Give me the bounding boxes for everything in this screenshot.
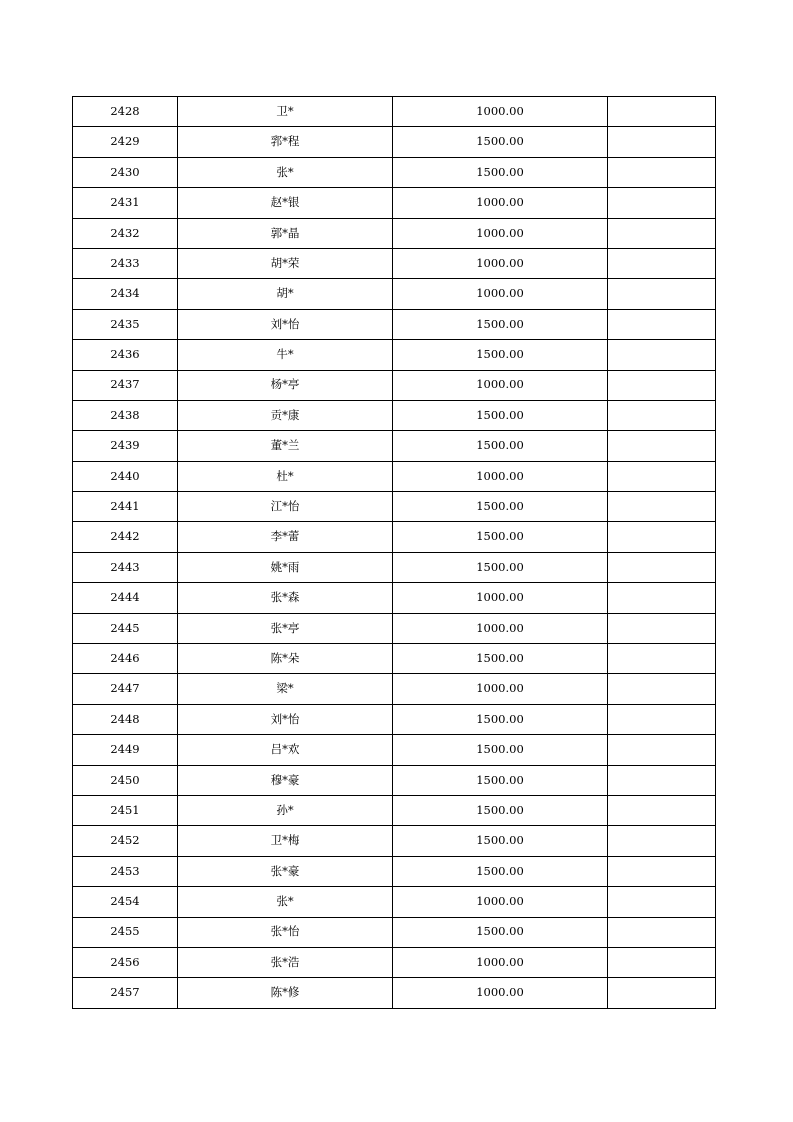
- amount-cell: 1500.00: [393, 856, 608, 886]
- note-cell: [608, 887, 716, 917]
- amount-cell: 1500.00: [393, 552, 608, 582]
- name-cell: 贡*康: [178, 400, 393, 430]
- table-row: [73, 887, 716, 917]
- note-cell: [608, 309, 716, 339]
- row-number-cell: 2449: [73, 735, 178, 765]
- table-row: [73, 613, 716, 643]
- amount-cell: 1500.00: [393, 795, 608, 825]
- row-number-cell: 2444: [73, 583, 178, 613]
- row-number-cell: 2429: [73, 127, 178, 157]
- note-cell: [608, 552, 716, 582]
- row-number-cell: 2441: [73, 492, 178, 522]
- note-cell: [608, 735, 716, 765]
- note-cell: [608, 613, 716, 643]
- amount-cell: 1000.00: [393, 279, 608, 309]
- amount-cell: 1000.00: [393, 248, 608, 278]
- name-cell: 董*兰: [178, 431, 393, 461]
- table-row: [73, 157, 716, 187]
- table-row: [73, 765, 716, 795]
- amount-cell: 1500.00: [393, 704, 608, 734]
- note-cell: [608, 674, 716, 704]
- note-cell: [608, 157, 716, 187]
- name-cell: 郛*程: [178, 127, 393, 157]
- name-cell: 张*森: [178, 583, 393, 613]
- name-cell: 梁*: [178, 674, 393, 704]
- row-number-cell: 2447: [73, 674, 178, 704]
- note-cell: [608, 522, 716, 552]
- note-cell: [608, 279, 716, 309]
- amount-cell: 1500.00: [393, 431, 608, 461]
- note-cell: [608, 218, 716, 248]
- table-row: [73, 947, 716, 977]
- note-cell: [608, 492, 716, 522]
- note-cell: [608, 188, 716, 218]
- row-number-cell: 2435: [73, 309, 178, 339]
- name-cell: 卫*: [178, 97, 393, 127]
- table-row: [73, 826, 716, 856]
- table-row: [73, 644, 716, 674]
- table-row: [73, 795, 716, 825]
- row-number-cell: 2453: [73, 856, 178, 886]
- amount-cell: 1000.00: [393, 218, 608, 248]
- note-cell: [608, 248, 716, 278]
- note-cell: [608, 127, 716, 157]
- table-row: [73, 735, 716, 765]
- name-cell: 姚*雨: [178, 552, 393, 582]
- table-body: [73, 97, 716, 1009]
- amount-cell: 1500.00: [393, 492, 608, 522]
- amount-cell: 1000.00: [393, 887, 608, 917]
- row-number-cell: 2451: [73, 795, 178, 825]
- table-row: [73, 674, 716, 704]
- note-cell: [608, 795, 716, 825]
- name-cell: 张*豪: [178, 856, 393, 886]
- amount-cell: 1500.00: [393, 127, 608, 157]
- row-number-cell: 2434: [73, 279, 178, 309]
- table-row: [73, 340, 716, 370]
- amount-cell: 1000.00: [393, 583, 608, 613]
- amount-cell: 1000.00: [393, 97, 608, 127]
- table-row: [73, 461, 716, 491]
- table-row: [73, 370, 716, 400]
- name-cell: 张*浩: [178, 947, 393, 977]
- amount-cell: 1000.00: [393, 188, 608, 218]
- amount-cell: 1500.00: [393, 340, 608, 370]
- row-number-cell: 2436: [73, 340, 178, 370]
- amount-cell: 1500.00: [393, 826, 608, 856]
- table-row: [73, 917, 716, 947]
- table-row: [73, 218, 716, 248]
- table-row: [73, 704, 716, 734]
- amount-cell: 1000.00: [393, 613, 608, 643]
- row-number-cell: 2446: [73, 644, 178, 674]
- table-row: [73, 856, 716, 886]
- name-cell: 张*: [178, 887, 393, 917]
- name-cell: 胡*: [178, 279, 393, 309]
- name-cell: 刘*怡: [178, 309, 393, 339]
- name-cell: 张*亭: [178, 613, 393, 643]
- name-cell: 江*怡: [178, 492, 393, 522]
- row-number-cell: 2448: [73, 704, 178, 734]
- row-number-cell: 2431: [73, 188, 178, 218]
- row-number-cell: 2432: [73, 218, 178, 248]
- row-number-cell: 2428: [73, 97, 178, 127]
- amount-cell: 1500.00: [393, 157, 608, 187]
- name-cell: 杨*亭: [178, 370, 393, 400]
- name-cell: 李*蕾: [178, 522, 393, 552]
- amount-cell: 1500.00: [393, 309, 608, 339]
- table-row: [73, 248, 716, 278]
- row-number-cell: 2455: [73, 917, 178, 947]
- table-row: [73, 431, 716, 461]
- name-cell: 穆*豪: [178, 765, 393, 795]
- note-cell: [608, 400, 716, 430]
- note-cell: [608, 461, 716, 491]
- row-number-cell: 2438: [73, 400, 178, 430]
- name-cell: 刘*怡: [178, 704, 393, 734]
- amount-cell: 1000.00: [393, 978, 608, 1008]
- note-cell: [608, 370, 716, 400]
- note-cell: [608, 917, 716, 947]
- note-cell: [608, 856, 716, 886]
- row-number-cell: 2433: [73, 248, 178, 278]
- row-number-cell: 2442: [73, 522, 178, 552]
- table-row: [73, 279, 716, 309]
- name-cell: 牛*: [178, 340, 393, 370]
- row-number-cell: 2454: [73, 887, 178, 917]
- amount-cell: 1000.00: [393, 947, 608, 977]
- table-row: [73, 127, 716, 157]
- note-cell: [608, 340, 716, 370]
- row-number-cell: 2443: [73, 552, 178, 582]
- amount-cell: 1500.00: [393, 400, 608, 430]
- name-cell: 陈*朵: [178, 644, 393, 674]
- row-number-cell: 2437: [73, 370, 178, 400]
- name-cell: 卫*梅: [178, 826, 393, 856]
- table-row: [73, 188, 716, 218]
- note-cell: [608, 583, 716, 613]
- name-cell: 张*: [178, 157, 393, 187]
- name-cell: 吕*欢: [178, 735, 393, 765]
- row-number-cell: 2456: [73, 947, 178, 977]
- name-cell: 胡*荣: [178, 248, 393, 278]
- table-row: [73, 492, 716, 522]
- name-cell: 赵*银: [178, 188, 393, 218]
- amount-cell: 1500.00: [393, 644, 608, 674]
- payment-table: [72, 96, 716, 1009]
- row-number-cell: 2457: [73, 978, 178, 1008]
- amount-cell: 1000.00: [393, 370, 608, 400]
- name-cell: 陈*修: [178, 978, 393, 1008]
- row-number-cell: 2452: [73, 826, 178, 856]
- note-cell: [608, 704, 716, 734]
- table-row: [73, 309, 716, 339]
- table-row: [73, 583, 716, 613]
- table-row: [73, 978, 716, 1008]
- name-cell: 张*怡: [178, 917, 393, 947]
- table-row: [73, 400, 716, 430]
- row-number-cell: 2440: [73, 461, 178, 491]
- row-number-cell: 2439: [73, 431, 178, 461]
- note-cell: [608, 431, 716, 461]
- note-cell: [608, 644, 716, 674]
- name-cell: 郭*晶: [178, 218, 393, 248]
- name-cell: 孙*: [178, 795, 393, 825]
- table-row: [73, 522, 716, 552]
- amount-cell: 1000.00: [393, 674, 608, 704]
- row-number-cell: 2450: [73, 765, 178, 795]
- note-cell: [608, 947, 716, 977]
- note-cell: [608, 826, 716, 856]
- note-cell: [608, 765, 716, 795]
- note-cell: [608, 97, 716, 127]
- amount-cell: 1500.00: [393, 917, 608, 947]
- row-number-cell: 2445: [73, 613, 178, 643]
- table-row: [73, 552, 716, 582]
- amount-cell: 1000.00: [393, 461, 608, 491]
- amount-cell: 1500.00: [393, 765, 608, 795]
- row-number-cell: 2430: [73, 157, 178, 187]
- table-row: [73, 97, 716, 127]
- note-cell: [608, 978, 716, 1008]
- name-cell: 杜*: [178, 461, 393, 491]
- amount-cell: 1500.00: [393, 735, 608, 765]
- amount-cell: 1500.00: [393, 522, 608, 552]
